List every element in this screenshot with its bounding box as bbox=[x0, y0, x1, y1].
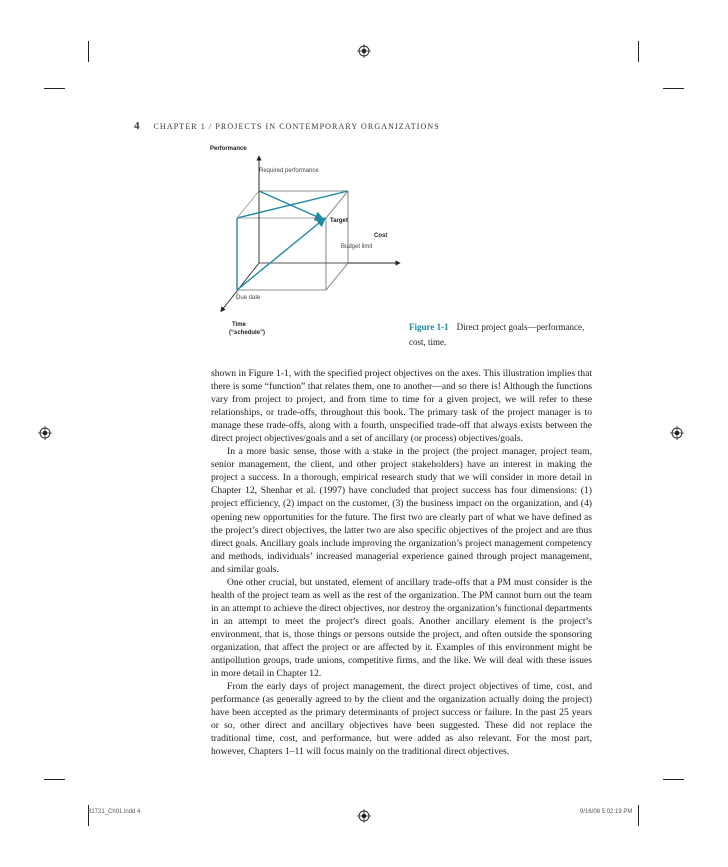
target-label: Target bbox=[330, 218, 348, 224]
page-number: 4 bbox=[134, 120, 140, 132]
body-text bbox=[211, 367, 592, 758]
registration-mark-icon bbox=[357, 44, 371, 58]
box-hidden-edges bbox=[237, 191, 326, 290]
cost-axis-label: Cost bbox=[374, 233, 388, 239]
crop-mark bbox=[663, 779, 684, 780]
running-header bbox=[134, 120, 440, 132]
registration-mark-icon bbox=[670, 426, 684, 440]
paragraph: In a more basic sense, those with a stake in the project (the project manager, project team, senior management, the client, and other project stakeholders) have an interest in making the project a success. In a thorough, empirical research study that we will consider in more detail in Chapter 12, Shenhar et al. (1997) have concluded that project success has four dimensions: (1) project efficiency, (2) impact on the customer, (3) the business impact on the organization, and (4) opening new opportunities for the future. The first two are clearly part of what we have defined as the project’s direct objectives, the latter two are also specific objectives of the project and are thus direct goals. Ancillary goals include improving the organization’s project management competency and methods, individuals’ increased managerial experience gained through project management, and similar goals. bbox=[211, 446, 592, 575]
due-date-label: Due date bbox=[236, 295, 261, 301]
paragraph: From the early days of project management, the direct project objectives of time, cost, and performance (as generally agreed to by the client and the organization actually doing the project) have been accepted as the primary determinants of project success or failure. In the past 25 years or so, other direct and ancillary objectives have been suggested. These did not replace the traditional time, cost, and performance, but were added as also relevant. For the most part, however, Chapters 1–11 will focus mainly on the traditional direct objectives. bbox=[211, 681, 592, 758]
registration-mark-icon bbox=[357, 809, 371, 823]
crop-mark bbox=[88, 41, 89, 62]
crop-mark bbox=[44, 88, 65, 89]
figure-caption bbox=[409, 320, 594, 350]
crop-mark bbox=[638, 805, 639, 826]
slug-file-name: 81721_Ch01.indd 4 bbox=[88, 809, 141, 815]
performance-axis-label: Performance bbox=[210, 146, 247, 152]
figure-caption-text: Direct project goals—performance, cost, time. bbox=[409, 322, 585, 347]
registration-mark-icon bbox=[38, 426, 52, 440]
figure-number: Figure 1-1 bbox=[409, 322, 449, 332]
target-vectors bbox=[237, 191, 348, 290]
crop-mark bbox=[44, 779, 65, 780]
running-title: CHAPTER 1 / PROJECTS IN CONTEMPORARY ORGANIZATIONS bbox=[153, 122, 440, 131]
slug-timestamp: 9/16/08 5:02:19 PM bbox=[580, 809, 633, 815]
required-performance-label: Required performance bbox=[259, 168, 319, 174]
time-axis-label: Time bbox=[232, 322, 246, 328]
paragraph: shown in Figure 1-1, with the specified project objectives on the axes. This illustration implies that there is some “function” that relates them, one to another—and so there is! Although the functions vary from project to project, and from time to time for a given project, we will refer to these relationships, or trade-offs, throughout this book. The primary task of the project manager is to manage these trade-offs, along with a fourth, unspecified trade-off that always exists between the direct project objectives/goals and a set of ancillary (or process) objectives/goals. bbox=[211, 368, 592, 445]
time-axis-sublabel: (“schedule”) bbox=[229, 330, 266, 336]
paragraph: One other crucial, but unstated, element of ancillary trade-offs that a PM must consider is the health of the project team as well as the rest of the organization. The PM cannot burn out the team in an attempt to achieve the direct objectives, nor destroy the organization’s functional departments in an attempt to meet the project’s direct goals. Another ancillary element is the project’s environment, that is, those things or persons outside the project, and often outside the sponsoring organization, that affect the project or are affected by it. Examples of this environment might be antipollution groups, trade unions, competitive firms, and the like. We will deal with these issues in more detail in Chapter 12. bbox=[211, 576, 592, 680]
box-edges bbox=[237, 173, 348, 290]
budget-limit-label: Budget limit bbox=[341, 244, 373, 250]
crop-mark bbox=[663, 88, 684, 89]
crop-mark bbox=[638, 41, 639, 62]
